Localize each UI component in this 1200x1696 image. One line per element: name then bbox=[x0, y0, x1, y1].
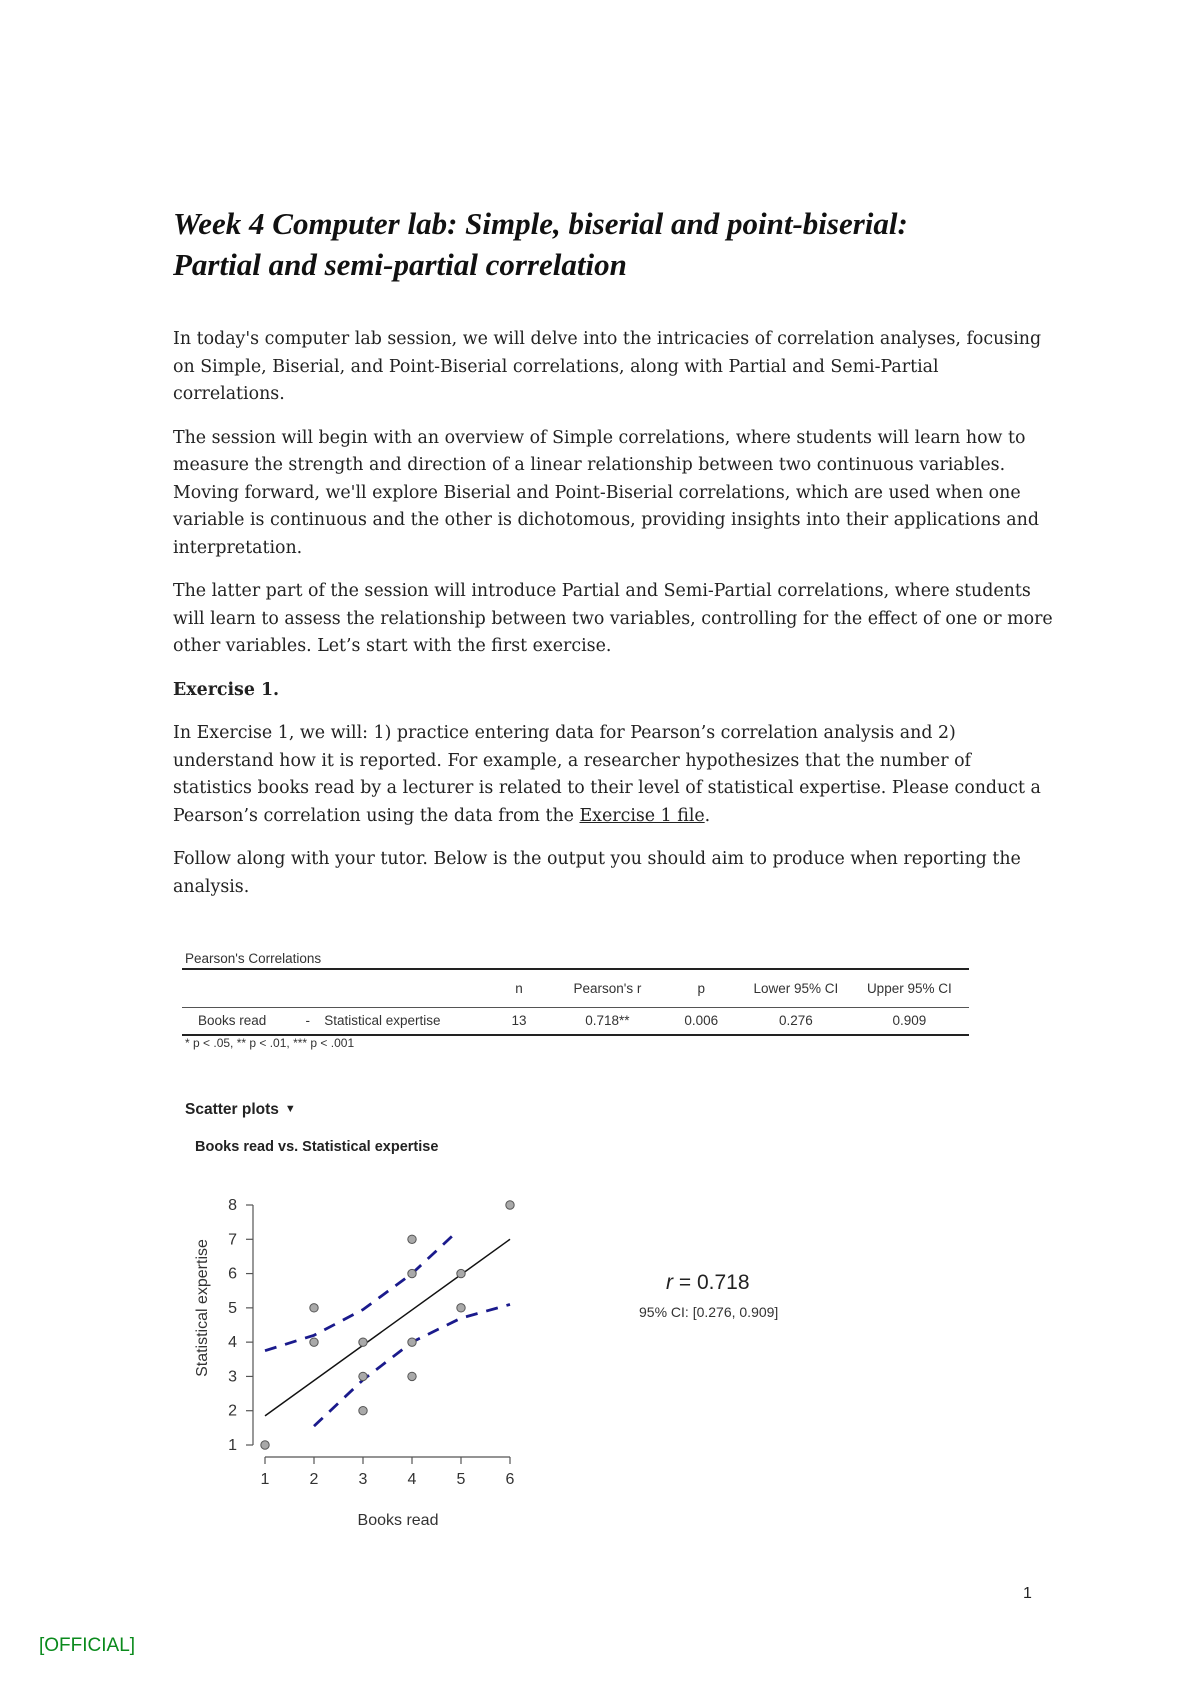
data-point bbox=[310, 1338, 318, 1346]
data-point bbox=[408, 1235, 416, 1243]
y-tick-label: 5 bbox=[228, 1299, 237, 1317]
cell-var2: Statistical expertise bbox=[324, 1007, 483, 1035]
regression-line bbox=[265, 1239, 510, 1416]
header-upper-ci: Upper 95% CI bbox=[850, 969, 969, 1007]
data-point bbox=[506, 1201, 514, 1209]
header-n: n bbox=[484, 969, 555, 1007]
x-tick-label: 5 bbox=[456, 1471, 466, 1488]
intro-paragraph: In today's computer lab session, we will delve into the intricacies of correlation analyses, focusing on Simple, Biserial, and Point-Biserial correlations, along with Partial and Semi-Partial correlations. bbox=[173, 329, 1042, 404]
data-point bbox=[408, 1338, 416, 1346]
y-tick-label: 2 bbox=[228, 1402, 237, 1420]
significance-note: * p < .05, ** p < .01, *** p < .001 bbox=[185, 1036, 355, 1050]
x-tick-label: 2 bbox=[309, 1471, 319, 1488]
y-tick-label: 8 bbox=[228, 1197, 237, 1214]
exercise-text: In Exercise 1, we will: 1) practice entering data for Pearson’s correlation analysis and 2) understand how it is reported. For example, a researcher hypothesizes that the number of statistics books read by a lecturer is related to their level of statistical expertise. Please conduct a Pearson’s correlation using the data from the bbox=[173, 723, 1041, 826]
y-tick-label: 6 bbox=[228, 1265, 237, 1283]
classification-label: [OFFICIAL] bbox=[39, 1635, 136, 1656]
data-point bbox=[261, 1441, 269, 1449]
scatter-plots-toggle[interactable] bbox=[185, 1101, 296, 1119]
cell-pearsons-r: 0.718** bbox=[554, 1007, 660, 1035]
header-lower-ci: Lower 95% CI bbox=[742, 969, 850, 1007]
ci-lower-band bbox=[314, 1304, 510, 1426]
cell-dash: - bbox=[291, 1007, 324, 1035]
data-point bbox=[359, 1407, 367, 1415]
overview-paragraph: The session will begin with an overview of Simple correlations, where students will learn how to measure the strength and direction of a linear relationship between two continuous variables. Moving forward, we'll explore Biserial and Point-Biserial correlations, which are used when one variable is continuous and the other is dichotomous, providing insights into their applications and interpretation. bbox=[173, 427, 1039, 558]
data-point bbox=[359, 1372, 367, 1380]
data-point bbox=[457, 1269, 465, 1277]
r-value: = 0.718 bbox=[678, 1271, 750, 1294]
y-axis-label: Statistical expertise bbox=[194, 1239, 211, 1377]
latter-paragraph: The latter part of the session will introduce Partial and Semi-Partial correlations, where students will learn to assess the relationship between two variables, controlling for the effect of one or more other variables. Let’s start with the first exercise. bbox=[173, 581, 1053, 656]
document-body bbox=[173, 326, 1053, 917]
x-tick-label: 3 bbox=[358, 1471, 368, 1488]
x-tick-label: 4 bbox=[407, 1471, 417, 1488]
ci-text: 95% CI: [0.276, 0.909] bbox=[639, 1304, 779, 1320]
table-row bbox=[182, 1007, 969, 1035]
ci-upper-band bbox=[265, 1232, 456, 1350]
y-tick-label: 4 bbox=[228, 1334, 237, 1352]
follow-paragraph: Follow along with your tutor. Below is the output you should aim to produce when reporting the analysis. bbox=[173, 849, 1021, 897]
scatter-chart bbox=[180, 1160, 900, 1530]
data-point bbox=[359, 1338, 367, 1346]
x-tick-label: 6 bbox=[505, 1471, 515, 1488]
data-point bbox=[310, 1304, 318, 1312]
cell-var1: Books read bbox=[182, 1007, 291, 1035]
chart-title: Books read vs. Statistical expertise bbox=[195, 1139, 439, 1155]
exercise-text-end: . bbox=[704, 805, 711, 826]
y-tick-label: 7 bbox=[228, 1231, 237, 1249]
scatter-plots-label: Scatter plots bbox=[185, 1101, 279, 1118]
title-line-2: Partial and semi-partial correlation bbox=[173, 247, 627, 282]
r-symbol: r bbox=[666, 1271, 673, 1294]
page-title bbox=[173, 203, 1073, 285]
data-point bbox=[408, 1269, 416, 1277]
header-pearsons-r: Pearson's r bbox=[554, 969, 660, 1007]
y-tick-label: 3 bbox=[228, 1368, 237, 1386]
cell-n: 13 bbox=[484, 1007, 555, 1035]
cell-p: 0.006 bbox=[660, 1007, 742, 1035]
pearson-table bbox=[182, 968, 969, 1035]
x-tick-label: 1 bbox=[260, 1471, 270, 1488]
cell-lower-ci: 0.276 bbox=[742, 1007, 850, 1035]
pearson-table-header-row bbox=[182, 969, 969, 1007]
x-axis-label: Books read bbox=[357, 1512, 439, 1529]
data-point bbox=[457, 1304, 465, 1312]
exercise-heading: Exercise 1. bbox=[173, 679, 280, 700]
header-p: p bbox=[660, 969, 742, 1007]
title-line-1: Week 4 Computer lab: Simple, biserial and point-biserial: bbox=[173, 206, 908, 241]
pearson-table-title: Pearson's Correlations bbox=[185, 951, 322, 966]
caret-down-icon: ▼ bbox=[284, 1103, 296, 1115]
r-value-text bbox=[666, 1271, 750, 1294]
exercise-paragraph bbox=[173, 720, 1053, 830]
exercise-file-link[interactable]: Exercise 1 file bbox=[579, 805, 705, 826]
page-number: 1 bbox=[1023, 1585, 1032, 1602]
y-tick-label: 1 bbox=[228, 1437, 237, 1454]
cell-upper-ci: 0.909 bbox=[850, 1007, 969, 1035]
data-point bbox=[408, 1372, 416, 1380]
